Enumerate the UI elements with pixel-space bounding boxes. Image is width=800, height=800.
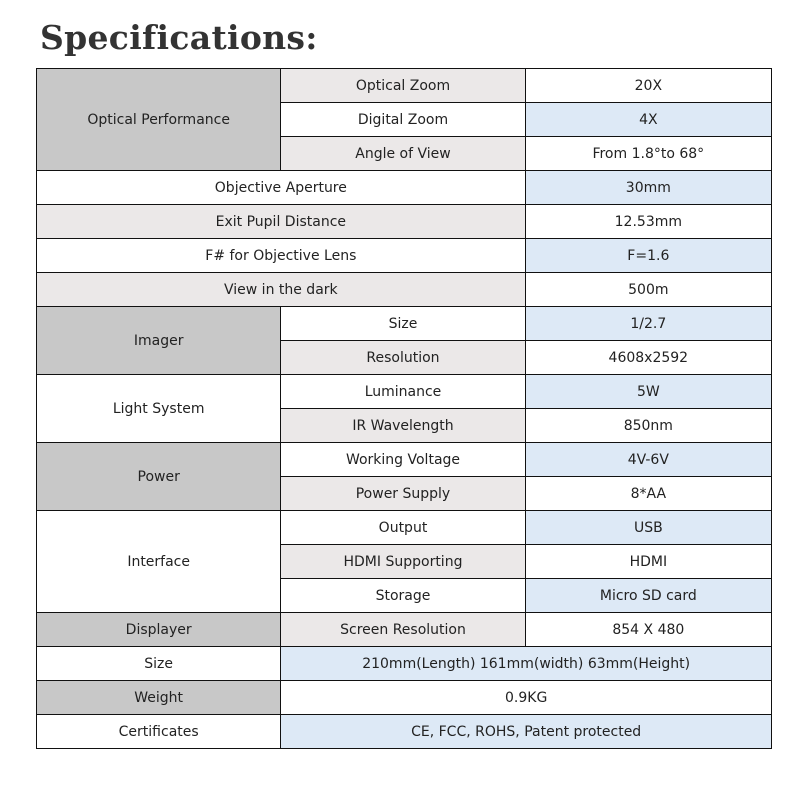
spec-value-power-supply: 8*AA — [525, 477, 771, 511]
spec-label-objective-aperture: Objective Aperture — [37, 171, 526, 205]
spec-label-f-number: F# for Objective Lens — [37, 239, 526, 273]
table-row — [37, 511, 772, 545]
group-displayer: Displayer — [37, 613, 281, 647]
spec-value-storage: Micro SD card — [525, 579, 771, 613]
spec-value-imager-size: 1/2.7 — [525, 307, 771, 341]
table-row — [37, 443, 772, 477]
spec-label-weight: Weight — [37, 681, 281, 715]
spec-label-digital-zoom: Digital Zoom — [281, 103, 525, 137]
spec-label-optical-zoom: Optical Zoom — [281, 69, 525, 103]
table-row — [37, 69, 772, 103]
table-row — [37, 613, 772, 647]
spec-value-optical-zoom: 20X — [525, 69, 771, 103]
spec-label-exit-pupil-distance: Exit Pupil Distance — [37, 205, 526, 239]
spec-value-view-in-dark: 500m — [525, 273, 771, 307]
table-row — [37, 375, 772, 409]
spec-label-storage: Storage — [281, 579, 525, 613]
table-row — [37, 205, 772, 239]
table-row — [37, 681, 772, 715]
group-interface: Interface — [37, 511, 281, 613]
spec-label-imager-resolution: Resolution — [281, 341, 525, 375]
spec-label-screen-resolution: Screen Resolution — [281, 613, 525, 647]
spec-value-exit-pupil-distance: 12.53mm — [525, 205, 771, 239]
spec-value-f-number: F=1.6 — [525, 239, 771, 273]
group-imager: Imager — [37, 307, 281, 375]
spec-label-certificates: Certificates — [37, 715, 281, 749]
page-title: Specifications: — [40, 18, 318, 57]
group-power: Power — [37, 443, 281, 511]
spec-label-imager-size: Size — [281, 307, 525, 341]
group-light-system: Light System — [37, 375, 281, 443]
spec-label-output: Output — [281, 511, 525, 545]
table-row — [37, 307, 772, 341]
spec-label-size: Size — [37, 647, 281, 681]
spec-value-luminance: 5W — [525, 375, 771, 409]
spec-value-objective-aperture: 30mm — [525, 171, 771, 205]
spec-value-certificates: CE, FCC, ROHS, Patent protected — [281, 715, 772, 749]
spec-value-size: 210mm(Length) 161mm(width) 63mm(Height) — [281, 647, 772, 681]
spec-value-screen-resolution: 854 X 480 — [525, 613, 771, 647]
table-row — [37, 239, 772, 273]
table-row — [37, 715, 772, 749]
table-row — [37, 273, 772, 307]
spec-label-working-voltage: Working Voltage — [281, 443, 525, 477]
table-row — [37, 647, 772, 681]
spec-value-digital-zoom: 4X — [525, 103, 771, 137]
group-optical-performance: Optical Performance — [37, 69, 281, 171]
spec-value-output: USB — [525, 511, 771, 545]
spec-value-hdmi-supporting: HDMI — [525, 545, 771, 579]
spec-label-ir-wavelength: IR Wavelength — [281, 409, 525, 443]
spec-label-luminance: Luminance — [281, 375, 525, 409]
spec-value-weight: 0.9KG — [281, 681, 772, 715]
spec-label-hdmi-supporting: HDMI Supporting — [281, 545, 525, 579]
table-row — [37, 171, 772, 205]
spec-label-view-in-dark: View in the dark — [37, 273, 526, 307]
spec-label-angle-of-view: Angle of View — [281, 137, 525, 171]
spec-value-working-voltage: 4V-6V — [525, 443, 771, 477]
specifications-table — [36, 68, 772, 749]
spec-value-imager-resolution: 4608x2592 — [525, 341, 771, 375]
spec-label-power-supply: Power Supply — [281, 477, 525, 511]
spec-value-ir-wavelength: 850nm — [525, 409, 771, 443]
spec-value-angle-of-view: From 1.8°to 68° — [525, 137, 771, 171]
